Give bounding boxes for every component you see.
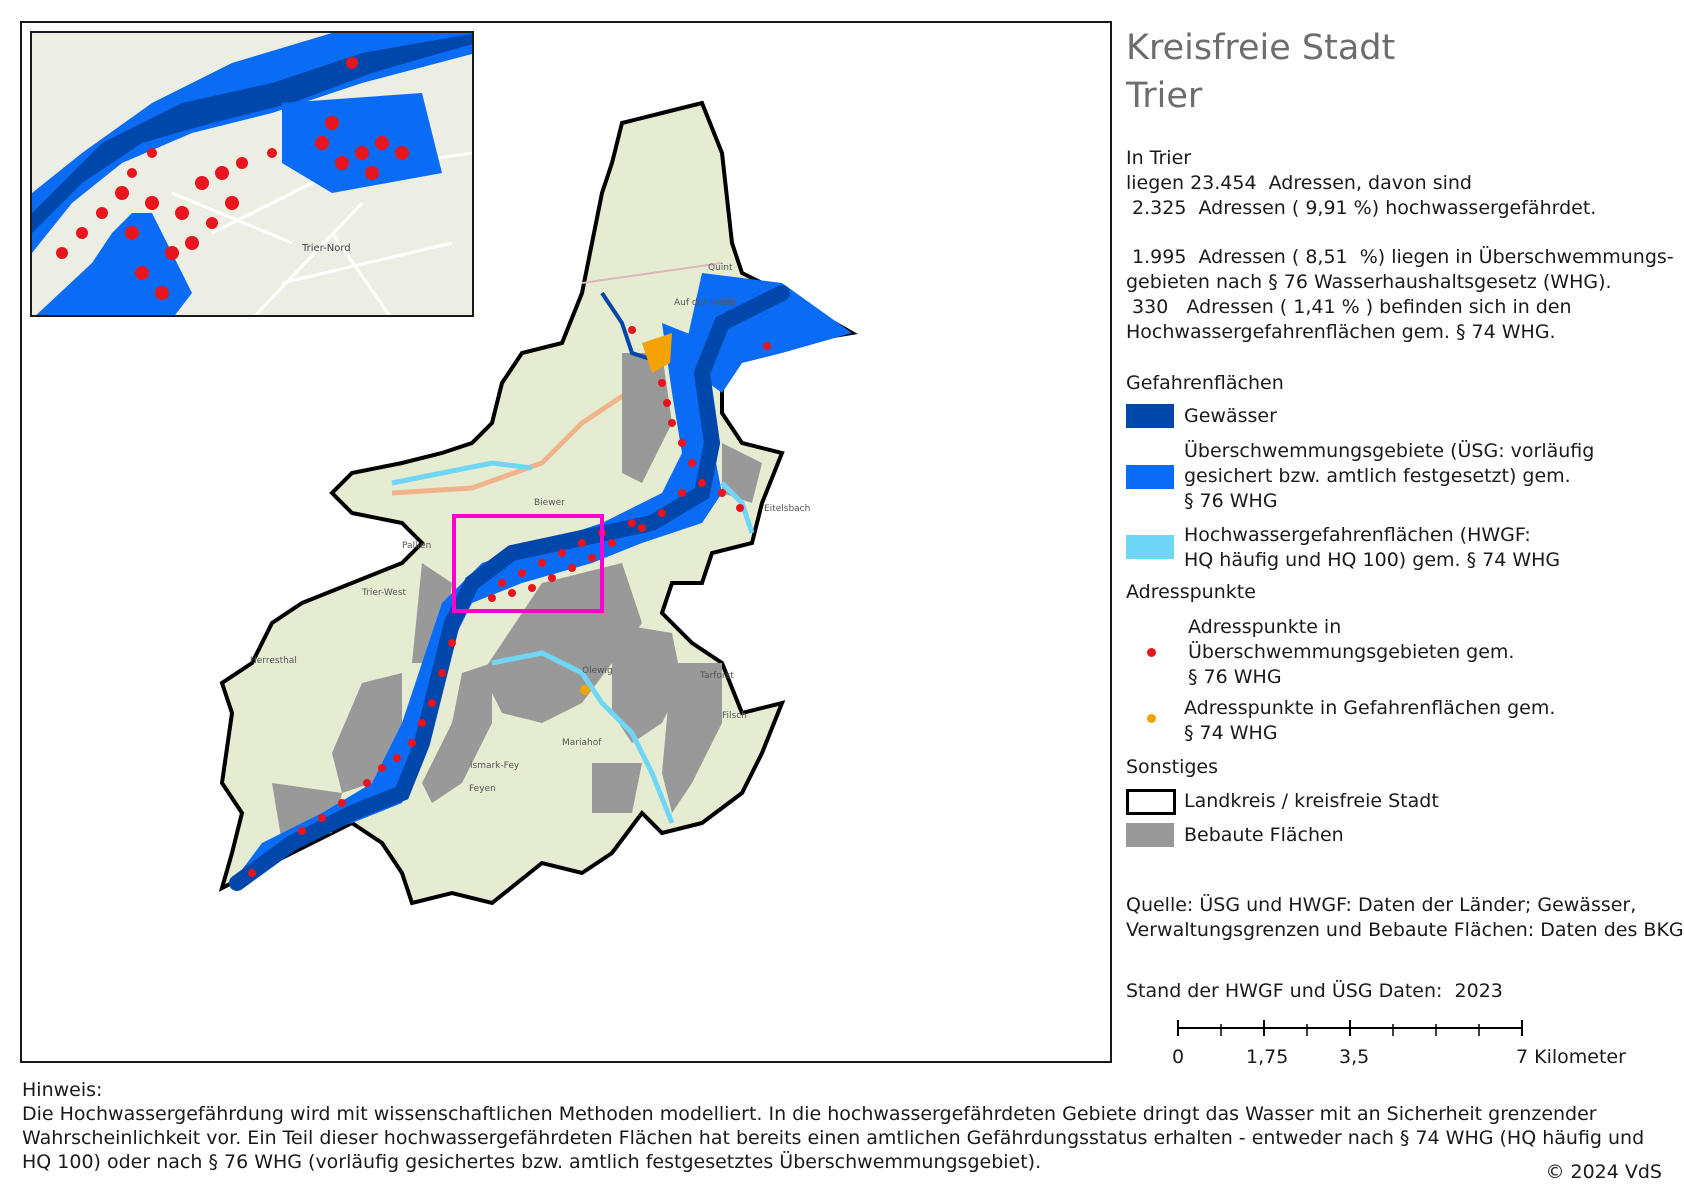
title-line-2: Trier (1126, 76, 1203, 116)
usg-label-3: § 76 WHG (1184, 490, 1278, 512)
gewaesser-swatch (1126, 404, 1174, 428)
scale-label-0: 0 (1172, 1046, 1185, 1068)
ap-hwgf-label-2: § 74 WHG (1184, 722, 1278, 744)
source-line-2: Verwaltungsgrenzen und Bebaute Flächen: Daten des BKG (1126, 919, 1684, 941)
ap-usg-dot (1147, 648, 1156, 657)
label-tarforst: Tarforst (700, 671, 734, 681)
stats-line-7: Hochwassergefahrenflächen gem. § 74 WHG. (1126, 321, 1556, 343)
label-trier-west: Trier-West (362, 588, 407, 598)
hint-block (22, 1078, 1662, 1174)
address-point-hwgf (580, 685, 590, 695)
legend-item-gewaesser (1126, 404, 1626, 430)
stats-line-1: In Trier (1126, 147, 1192, 169)
label-bismark: ismark-Fey (470, 761, 520, 771)
source-line-1: Quelle: ÜSG und HWGF: Daten der Länder; Gewässer, (1126, 894, 1637, 916)
source-text (1126, 893, 1684, 943)
landkreis-label: Landkreis / kreisfreie Stadt (1184, 790, 1439, 812)
usg-swatch (1126, 465, 1174, 489)
scale-label-3: 7 Kilometer (1516, 1046, 1626, 1068)
label-pallien: Pallien (402, 541, 432, 551)
data-status: Stand der HWGF und ÜSG Daten: 2023 (1126, 980, 1503, 1002)
label-mariahof: Mariahof (562, 738, 602, 748)
label-eitelsbach: Eitelsbach (764, 504, 811, 514)
statistics-block (1126, 146, 1674, 345)
ap-usg-label-2: Überschwemmungsgebieten gem. (1188, 641, 1515, 663)
usg-label-1: Überschwemmungsgebiete (ÜSG: vorläufig (1184, 440, 1595, 462)
hint-heading: Hinweis: (22, 1079, 103, 1101)
gewaesser-label: Gewässer (1184, 405, 1277, 427)
label-auf-der-heide: Auf der Heide (674, 298, 736, 308)
copyright: © 2024 VdS (1545, 1161, 1662, 1183)
title-line-1: Kreisfreie Stadt (1126, 28, 1396, 68)
hwgf-label-2: HQ häufig und HQ 100) gem. § 74 WHG (1184, 549, 1561, 571)
inset-label-trier-nord: Trier-Nord (302, 243, 351, 254)
legend-heading-adress: Adresspunkte (1126, 581, 1256, 603)
stats-line-6: 330 Adressen ( 1,41 % ) befinden sich in den (1126, 296, 1572, 318)
stats-line-5: gebieten nach § 76 Wasserhaushaltsgesetz (WHG). (1126, 271, 1612, 293)
stats-line-4: 1.995 Adressen ( 8,51 %) liegen in Überschwemmungs- (1126, 246, 1674, 268)
ap-hwgf-dot (1147, 714, 1156, 723)
label-quint: Quint (708, 263, 733, 273)
label-feyen: Feyen (469, 784, 496, 794)
inset-map[interactable] (30, 31, 474, 317)
inset-map-svg (32, 33, 474, 317)
ap-usg-label-1: Adresspunkte in (1188, 616, 1342, 638)
legend-item-bebaut (1126, 823, 1626, 849)
landkreis-swatch (1126, 789, 1176, 815)
ap-hwgf-label-1: Adresspunkte in Gefahrenflächen gem. (1184, 697, 1556, 719)
stats-line-3: 2.325 Adressen ( 9,91 %) hochwassergefährdet. (1126, 197, 1597, 219)
bebaut-swatch (1126, 823, 1174, 847)
hint-text: Die Hochwassergefährdung wird mit wissenschaftlichen Methoden modelliert. In die hochwassergefährdeten Gebiete dringt das Wasser mit an Sicherheit grenzender Wahrscheinlichkeit vor. Ein Teil dieser hochwassergefährdeten Flächen hat bereits einen amtlichen Gefährdungsstatus erhalten - entweder nach § 74 WHG (HQ häufig und HQ 100) oder nach § 76 WHG (vorläufig gesichertes bzw. amtlich festgesetztes Überschwemmungsgebiet). (22, 1103, 1645, 1173)
scale-label-2: 3,5 (1339, 1046, 1370, 1068)
map-frame (20, 21, 1112, 1063)
usg-label-2: gesichert bzw. amtlich festgesetzt) gem. (1184, 465, 1571, 487)
legend-heading-gefahren: Gefahrenflächen (1126, 372, 1284, 394)
scale-label-1: 1,75 (1246, 1046, 1289, 1068)
hwgf-swatch (1126, 535, 1174, 559)
bebaut-label: Bebaute Flächen (1184, 824, 1344, 846)
legend-heading-sonst: Sonstiges (1126, 756, 1219, 778)
ap-usg-label-3: § 76 WHG (1188, 666, 1282, 688)
label-biewer: Biewer (534, 498, 565, 508)
legend-item-landkreis (1126, 789, 1626, 815)
stats-line-2: liegen 23.454 Adressen, davon sind (1126, 172, 1472, 194)
legend-item-ap-hwgf (1126, 696, 1626, 748)
legend-item-ap-usg (1126, 615, 1626, 693)
legend-item-hwgf (1126, 523, 1626, 575)
legend-item-usg (1126, 439, 1626, 517)
label-olewig: Olewig (582, 666, 613, 676)
label-filsch: Filsch (722, 711, 747, 721)
label-herresthal: Herresthal (250, 656, 297, 666)
map-title (1126, 24, 1395, 120)
hwgf-label-1: Hochwassergefahrenflächen (HWGF: (1184, 524, 1531, 546)
